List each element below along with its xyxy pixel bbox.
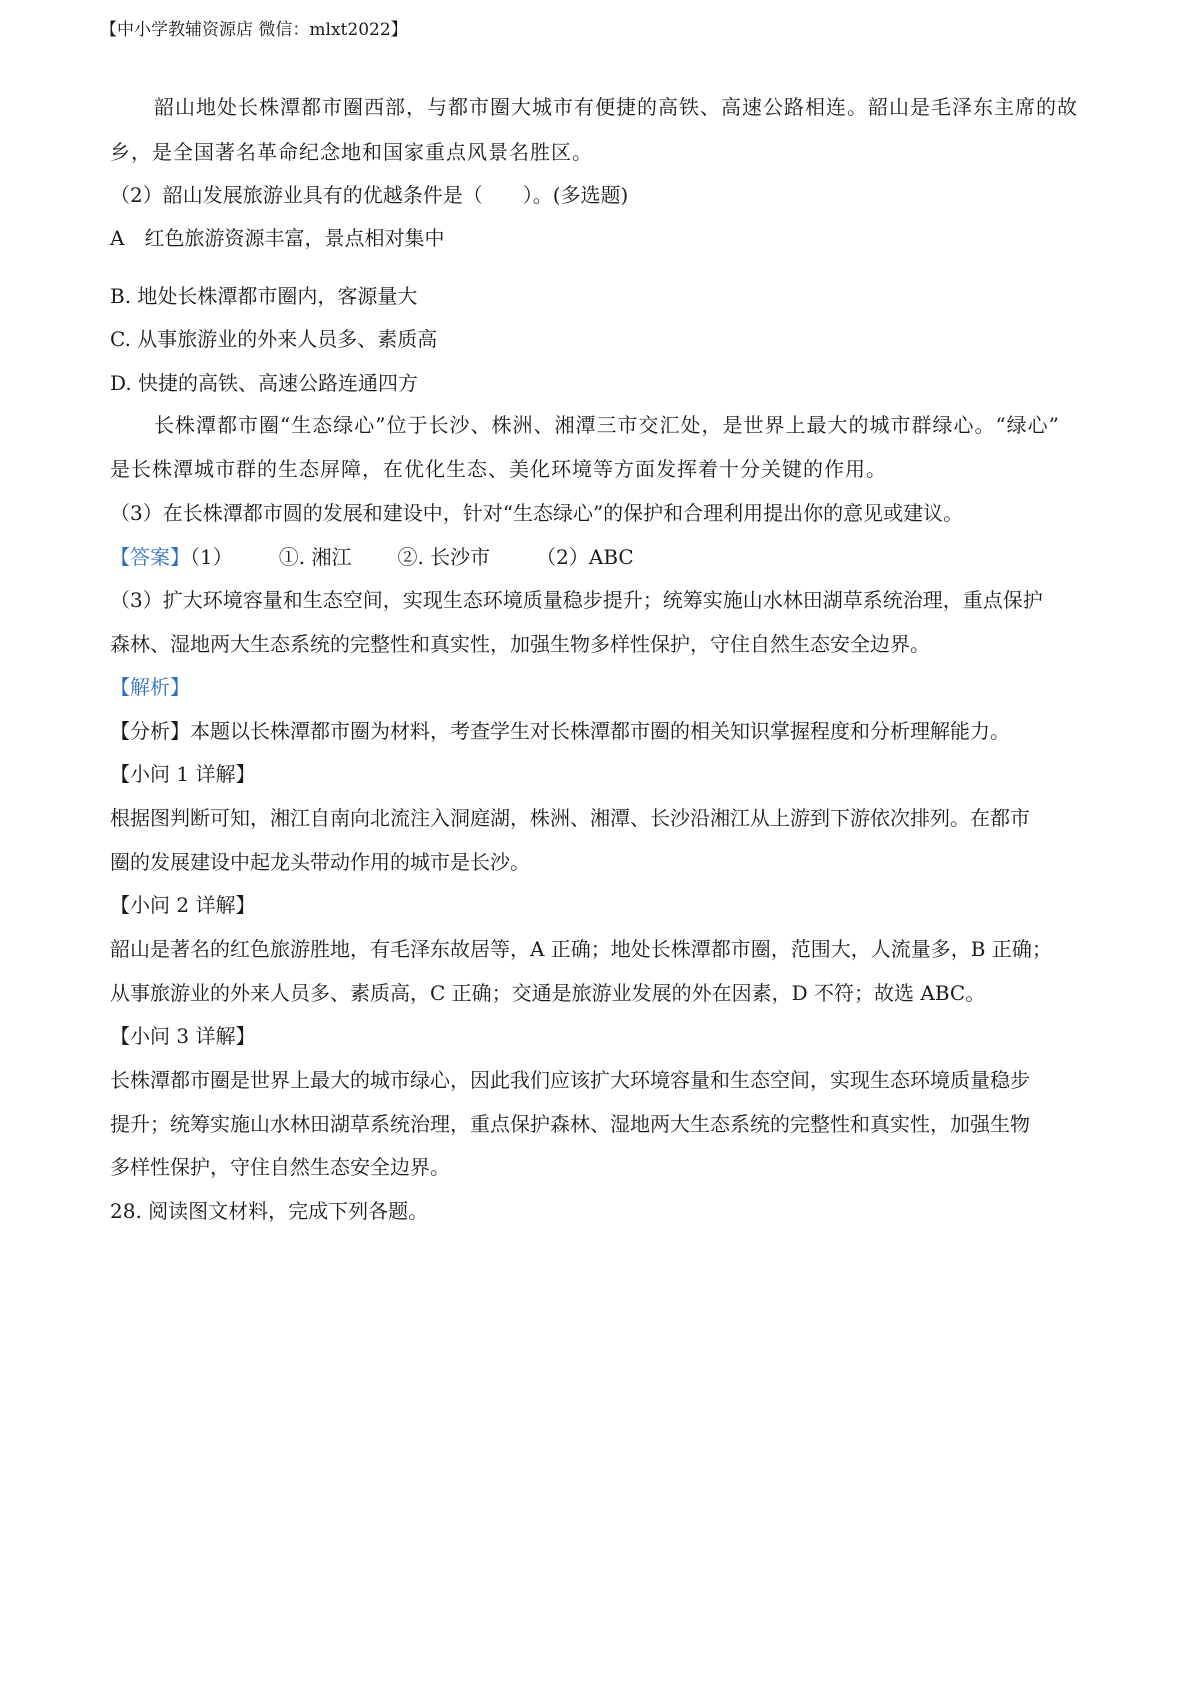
analysis-q2-line2: 从事旅游业的外来人员多、素质高，C 正确；交通是旅游业发展的外在因素，D 不符；故选 ABC。 [110,981,986,1005]
question28-text: 28. 阅读图文材料，完成下列各题。 [110,1199,429,1223]
passage1-line2: 乡，是全国著名革命纪念地和国家重点风景名胜区。 [110,140,593,164]
answer-item1: ①. 湘江 [278,545,352,569]
passage2-line2: 是长株潭城市群的生态屏障，在优化生态、美化环境等方面发挥着十分关键的作用。 [110,457,887,481]
passage2-line1: 长株潭都市圈“生态绿心”位于长沙、株洲、湘潭三市交汇处，是世界上最大的城市群绿心。“绿心” [154,413,1060,437]
passage1-line1: 韶山地处长株潭都市圈西部，与都市圈大城市有便捷的高铁、高速公路相连。韶山是毛泽东主席的故 [154,95,1078,119]
answer-line [110,542,1100,572]
answer-part3-line1: （3）扩大环境容量和生态空间，实现生态环境质量稳步提升；统筹实施山水林田湖草系统治理，重点保护 [110,588,1043,612]
analysis-summary: 【分析】本题以长株潭都市圈为材料，考查学生对长株潭都市圈的相关知识掌握程度和分析理解能力。 [110,719,1010,743]
answer-part1: （1） [190,545,233,569]
analysis-q2-title: 【小问 2 详解】 [110,893,256,917]
page-header: 【中小学教辅资源店 微信：mlxt2022】 [100,20,408,40]
answer-item2: ②. 长沙市 [397,545,491,569]
analysis-q3-line2: 提升；统筹实施山水林田湖草系统治理，重点保护森林、湿地两大生态系统的完整性和真实性，加强生物 [110,1112,1030,1136]
question2-option-d: D. 快捷的高铁、高速公路连通四方 [110,371,419,395]
question3-stem: （3）在长株潭都市圆的发展和建设中，针对“生态绿心”的保护和合理利用提出你的意见或建议。 [110,501,964,525]
question2-option-b: B. 地处长株潭都市圈内，客源量大 [110,284,418,308]
analysis-q3-title: 【小问 3 详解】 [110,1024,256,1048]
answer-label: 【答案】 [110,545,190,569]
analysis-q3-line3: 多样性保护，守住自然生态安全边界。 [110,1155,450,1179]
analysis-q1-line2: 圈的发展建设中起龙头带动作用的城市是长沙。 [110,850,530,874]
analysis-q1-title: 【小问 1 详解】 [110,762,256,786]
analysis-q3-line1: 长株潭都市圈是世界上最大的城市绿心，因此我们应该扩大环境容量和生态空间，实现生态环境质量稳步 [110,1068,1030,1092]
analysis-q1-line1: 根据图判断可知，湘江自南向北流注入洞庭湖，株洲、湘潭、长沙沿湘江从上游到下游依次排列。在都市 [110,806,1030,830]
question2-stem: （2）韶山发展旅游业具有的优越条件是（ ）。(多选题) [110,183,629,207]
answer-part2: （2）ABC [536,545,634,569]
analysis-q2-line1: 韶山是著名的红色旅游胜地，有毛泽东故居等，A 正确；地处长株潭都市圈，范围大，人流量多，B 正确； [110,937,1052,961]
question2-option-a: A 红色旅游资源丰富，景点相对集中 [110,226,445,250]
question2-option-c: C. 从事旅游业的外来人员多、素质高 [110,327,438,351]
answer-part3-line2: 森林、湿地两大生态系统的完整性和真实性，加强生物多样性保护，守住自然生态安全边界。 [110,632,930,656]
analysis-label: 【解析】 [110,675,190,699]
